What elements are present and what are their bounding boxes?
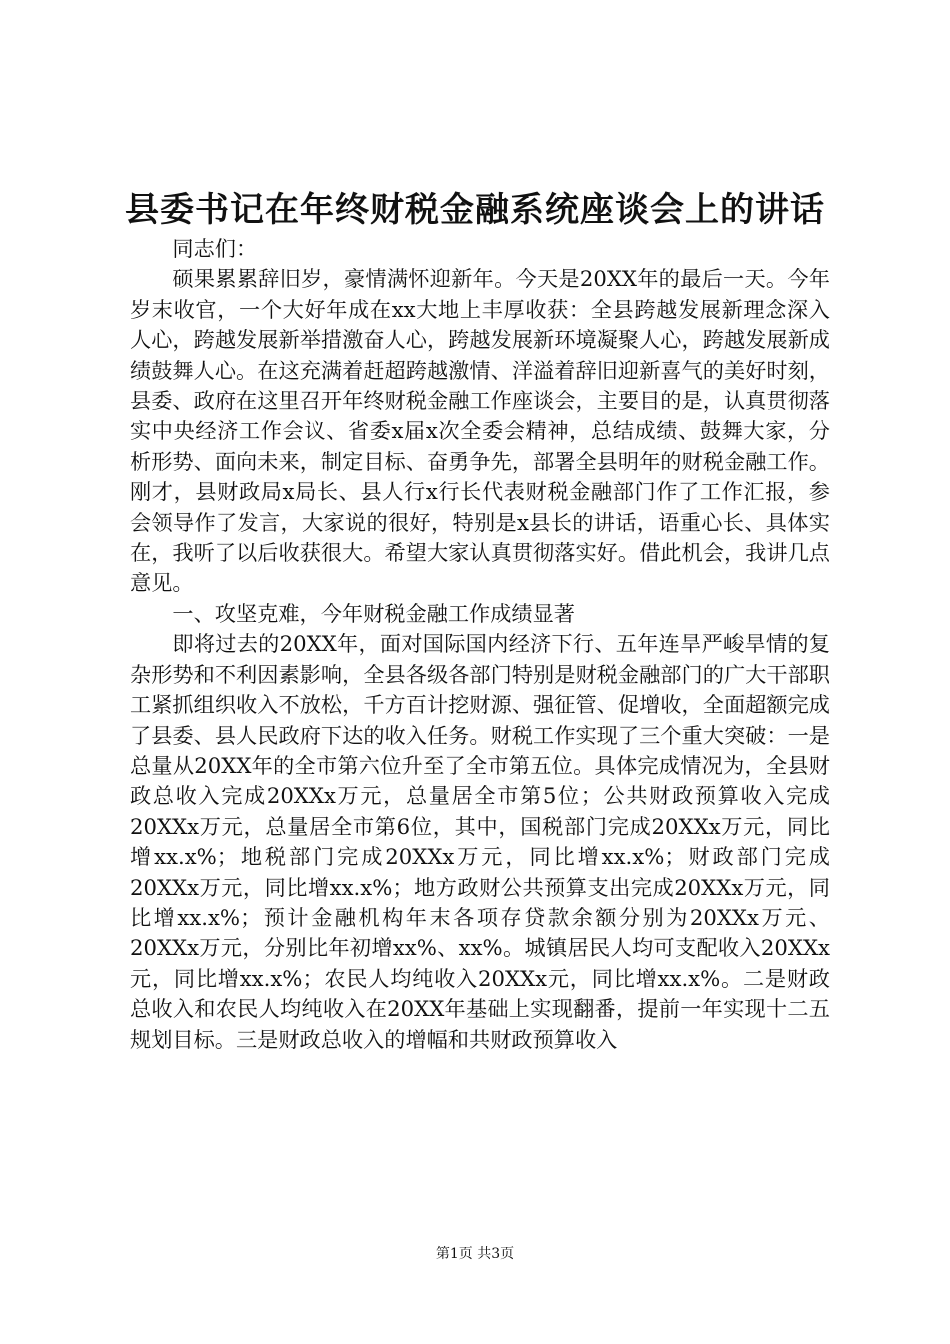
section-heading: 一、攻坚克难，今年财税金融工作成绩显著 [172,600,575,626]
document-title: 县委书记在年终财税金融系统座谈会上的讲话 [125,190,825,230]
page-footer: 第1页 共3页 [435,1246,515,1262]
body-paragraph: 硕果累累辞旧岁，豪情满怀迎新年。今天是20XX年的最后一天。今年岁末收官，一个大好年成在xx大地上丰厚收获：全县跨越发展新理念深入人心，跨越发展新举措激奋人心，跨越发展新环境凝聚人心，跨越发展新成绩鼓舞人心。在这充满着赶超跨越激情、洋溢着辞旧迎新喜气的美好时刻，县委、政府在这里召开年终财税金融工作座谈会，主要目的是，认真贯彻落实中央经济工作会议、省委x届x次全委会精神，总结成绩、鼓舞大家，分析形势、面向未来，制定目标、奋勇争先，部署全县明年的财税金融工作。刚才，县财政局x局长、县人行x行长代表财税金融部门作了工作汇报，参会领导作了发言，大家说的很好，特别是x县长的讲话，语重心长、具体实在，我听了以后收获很大。希望大家认真贯彻落实好。借此机会，我讲几点意见。 [130,266,830,596]
salutation: 同志们： [172,236,258,261]
body-paragraph: 即将过去的20XX年，面对国际国内经济下行、五年连旱严峻旱情的复杂形势和不利因素影响，全县各级各部门特别是财税金融部门的广大干部职工紧抓组织收入不放松，千方百计挖财源、强征管、促增收，全面超额完成了县委、县人民政府下达的收入任务。财税工作实现了三个重大突破：一是总量从20XX年的全市第六位升至了全市第五位。具体完成情况为，全县财政总收入完成20XXx万元，总量居全市第5位；公共财政预算收入完成20XXx万元，总量居全市第6位，其中，国税部门完成20XXx万元，同比增xx.x%；地税部门完成20XXx万元，同比增xx.x%；财政部门完成20XXx万元，同比增xx.x%；地方政财公共预算支出完成20XXx万元，同比增xx.x%；预计金融机构年末各项存贷款余额分别为20XXx万元、20XXx万元，分别比年初增xx%、xx%。城镇居民人均可支配收入20XXx元，同比增xx.x%；农民人均纯收入20XXx元，同比增xx.x%。二是财政总收入和农民人均纯收入在20XX年基础上实现翻番，提前一年实现十二五规划目标。三是财政总收入的增幅和共财政预算收入 [130,631,830,1052]
document-body [130,234,830,1055]
